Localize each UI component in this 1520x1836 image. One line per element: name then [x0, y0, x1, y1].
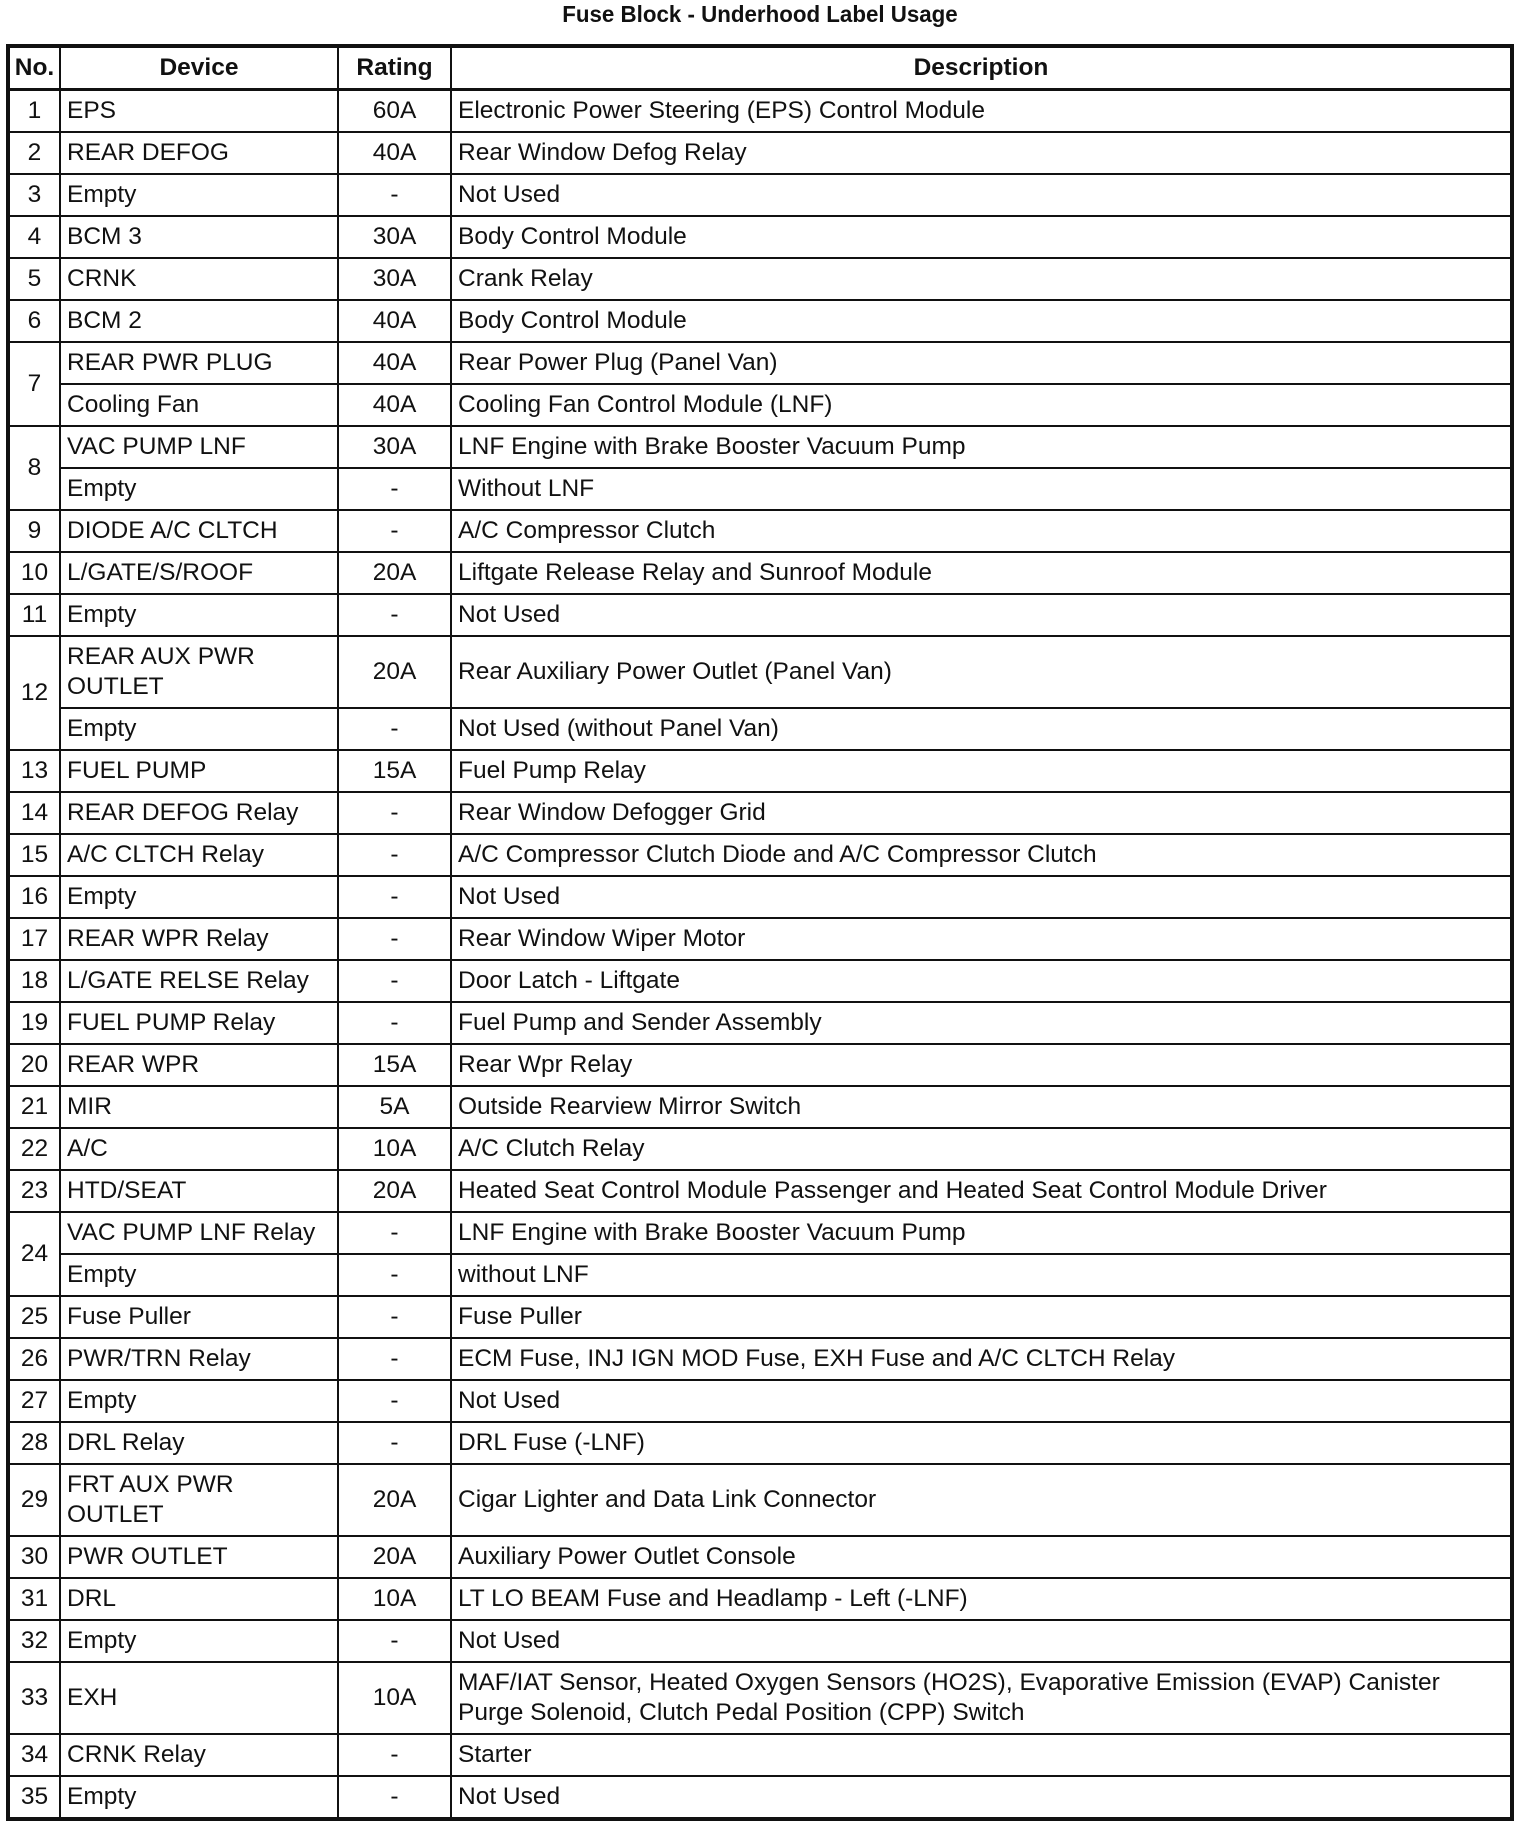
- fuse-rating: 15A: [338, 1044, 451, 1086]
- table-row: [8, 834, 1512, 876]
- fuse-description: Body Control Module: [451, 300, 1512, 342]
- fuse-description: A/C Compressor Clutch: [451, 510, 1512, 552]
- fuse-description: Electronic Power Steering (EPS) Control Module: [451, 90, 1512, 133]
- table-row: [8, 510, 1512, 552]
- fuse-description: Fuel Pump and Sender Assembly: [451, 1002, 1512, 1044]
- fuse-number: 32: [8, 1620, 60, 1662]
- fuse-number: 22: [8, 1128, 60, 1170]
- device-name: CRNK Relay: [60, 1734, 338, 1776]
- fuse-description: Not Used (without Panel Van): [451, 708, 1512, 750]
- page-title: Fuse Block - Underhood Label Usage: [562, 1, 958, 27]
- table-row: [8, 750, 1512, 792]
- device-name: Empty: [60, 1380, 338, 1422]
- fuse-description: Fuse Puller: [451, 1296, 1512, 1338]
- fuse-rating: 30A: [338, 216, 451, 258]
- table-row: [8, 258, 1512, 300]
- fuse-number: 24: [8, 1212, 60, 1296]
- fuse-rating: 40A: [338, 300, 451, 342]
- fuse-description: without LNF: [451, 1254, 1512, 1296]
- fuse-number: 7: [8, 342, 60, 426]
- fuse-description: Cigar Lighter and Data Link Connector: [451, 1464, 1512, 1536]
- table-header: [8, 46, 1512, 90]
- fuse-description: Rear Window Defogger Grid: [451, 792, 1512, 834]
- table-row: [8, 468, 1512, 510]
- fuse-description: Cooling Fan Control Module (LNF): [451, 384, 1512, 426]
- device-name: VAC PUMP LNF: [60, 426, 338, 468]
- fuse-description: Outside Rearview Mirror Switch: [451, 1086, 1512, 1128]
- fuse-number: 23: [8, 1170, 60, 1212]
- device-name: FRT AUX PWR OUTLET: [60, 1464, 338, 1536]
- table-row: [8, 792, 1512, 834]
- table-row: [8, 876, 1512, 918]
- table-row: [8, 1776, 1512, 1819]
- device-name: Empty: [60, 174, 338, 216]
- fuse-number: 15: [8, 834, 60, 876]
- fuse-rating: -: [338, 1776, 451, 1819]
- table-row: [8, 636, 1512, 708]
- fuse-description: LT LO BEAM Fuse and Headlamp - Left (-LNF): [451, 1578, 1512, 1620]
- fuse-number: 13: [8, 750, 60, 792]
- fuse-number: 10: [8, 552, 60, 594]
- device-name: FUEL PUMP: [60, 750, 338, 792]
- table-row: [8, 1170, 1512, 1212]
- fuse-rating: 40A: [338, 384, 451, 426]
- column-header-device: Device: [60, 46, 338, 90]
- device-name: BCM 2: [60, 300, 338, 342]
- fuse-description: Starter: [451, 1734, 1512, 1776]
- column-header-description: Description: [451, 46, 1512, 90]
- table-row: [8, 1212, 1512, 1254]
- fuse-rating: 40A: [338, 342, 451, 384]
- device-name: REAR WPR: [60, 1044, 338, 1086]
- device-name: REAR AUX PWR OUTLET: [60, 636, 338, 708]
- fuse-number: 12: [8, 636, 60, 750]
- column-header-no: No.: [8, 46, 60, 90]
- fuse-rating: -: [338, 1380, 451, 1422]
- device-name: Empty: [60, 708, 338, 750]
- fuse-number: 18: [8, 960, 60, 1002]
- table-row: [8, 132, 1512, 174]
- table-row: [8, 384, 1512, 426]
- device-name: DIODE A/C CLTCH: [60, 510, 338, 552]
- fuse-description: Body Control Module: [451, 216, 1512, 258]
- fuse-description: Not Used: [451, 1776, 1512, 1819]
- device-name: REAR DEFOG Relay: [60, 792, 338, 834]
- fuse-rating: -: [338, 510, 451, 552]
- device-name: A/C CLTCH Relay: [60, 834, 338, 876]
- table-row: [8, 1578, 1512, 1620]
- fuse-rating: -: [338, 1422, 451, 1464]
- device-name: PWR/TRN Relay: [60, 1338, 338, 1380]
- fuse-rating: 5A: [338, 1086, 451, 1128]
- table-row: [8, 342, 1512, 384]
- fuse-number: 6: [8, 300, 60, 342]
- fuse-number: 16: [8, 876, 60, 918]
- fuse-description: Not Used: [451, 1620, 1512, 1662]
- device-name: VAC PUMP LNF Relay: [60, 1212, 338, 1254]
- fuse-number: 5: [8, 258, 60, 300]
- fuse-rating: -: [338, 594, 451, 636]
- fuse-description: Rear Wpr Relay: [451, 1044, 1512, 1086]
- table-row: [8, 216, 1512, 258]
- device-name: FUEL PUMP Relay: [60, 1002, 338, 1044]
- table-row: [8, 1380, 1512, 1422]
- table-row: [8, 1620, 1512, 1662]
- fuse-rating: -: [338, 1254, 451, 1296]
- fuse-rating: -: [338, 1338, 451, 1380]
- fuse-rating: -: [338, 876, 451, 918]
- device-name: L/GATE/S/ROOF: [60, 552, 338, 594]
- device-name: CRNK: [60, 258, 338, 300]
- fuse-description: Crank Relay: [451, 258, 1512, 300]
- fuse-number: 20: [8, 1044, 60, 1086]
- fuse-description: Fuel Pump Relay: [451, 750, 1512, 792]
- fuse-rating: -: [338, 834, 451, 876]
- table-row: [8, 1086, 1512, 1128]
- device-name: REAR DEFOG: [60, 132, 338, 174]
- fuse-rating: 15A: [338, 750, 451, 792]
- fuse-description: A/C Clutch Relay: [451, 1128, 1512, 1170]
- device-name: DRL Relay: [60, 1422, 338, 1464]
- fuse-rating: -: [338, 174, 451, 216]
- fuse-rating: 20A: [338, 1464, 451, 1536]
- fuse-rating: 60A: [338, 90, 451, 133]
- fuse-number: 33: [8, 1662, 60, 1734]
- table-row: [8, 1662, 1512, 1734]
- device-name: REAR WPR Relay: [60, 918, 338, 960]
- table-row: [8, 1296, 1512, 1338]
- fuse-number: 9: [8, 510, 60, 552]
- fuse-number: 1: [8, 90, 60, 133]
- fuse-table: [6, 44, 1514, 1821]
- fuse-number: 19: [8, 1002, 60, 1044]
- table-row: [8, 1254, 1512, 1296]
- table-row: [8, 918, 1512, 960]
- fuse-number: 35: [8, 1776, 60, 1819]
- fuse-description: Rear Window Defog Relay: [451, 132, 1512, 174]
- fuse-number: 31: [8, 1578, 60, 1620]
- device-name: Cooling Fan: [60, 384, 338, 426]
- device-name: Empty: [60, 468, 338, 510]
- device-name: DRL: [60, 1578, 338, 1620]
- fuse-description: Rear Window Wiper Motor: [451, 918, 1512, 960]
- fuse-number: 28: [8, 1422, 60, 1464]
- fuse-description: Rear Auxiliary Power Outlet (Panel Van): [451, 636, 1512, 708]
- device-name: L/GATE RELSE Relay: [60, 960, 338, 1002]
- device-name: A/C: [60, 1128, 338, 1170]
- fuse-number: 27: [8, 1380, 60, 1422]
- fuse-number: 17: [8, 918, 60, 960]
- device-name: HTD/SEAT: [60, 1170, 338, 1212]
- fuse-description: Without LNF: [451, 468, 1512, 510]
- fuse-description: Heated Seat Control Module Passenger and Heated Seat Control Module Driver: [451, 1170, 1512, 1212]
- fuse-number: 30: [8, 1536, 60, 1578]
- fuse-rating: -: [338, 792, 451, 834]
- device-name: EPS: [60, 90, 338, 133]
- fuse-rating: -: [338, 960, 451, 1002]
- device-name: Empty: [60, 1776, 338, 1819]
- fuse-rating: -: [338, 708, 451, 750]
- table-body: [8, 90, 1512, 1820]
- fuse-number: 26: [8, 1338, 60, 1380]
- fuse-description: Not Used: [451, 174, 1512, 216]
- table-row: [8, 426, 1512, 468]
- fuse-number: 11: [8, 594, 60, 636]
- fuse-description: Not Used: [451, 1380, 1512, 1422]
- fuse-number: 3: [8, 174, 60, 216]
- fuse-number: 2: [8, 132, 60, 174]
- device-name: Fuse Puller: [60, 1296, 338, 1338]
- table-row: [8, 960, 1512, 1002]
- fuse-number: 34: [8, 1734, 60, 1776]
- fuse-rating: 20A: [338, 552, 451, 594]
- fuse-description: Not Used: [451, 876, 1512, 918]
- table-row: [8, 708, 1512, 750]
- fuse-rating: -: [338, 1734, 451, 1776]
- fuse-rating: -: [338, 1212, 451, 1254]
- fuse-rating: -: [338, 1002, 451, 1044]
- device-name: BCM 3: [60, 216, 338, 258]
- fuse-description: MAF/IAT Sensor, Heated Oxygen Sensors (HO2S), Evaporative Emission (EVAP) Canister Purge Solenoid, Clutch Pedal Position (CPP) Switch: [451, 1662, 1512, 1734]
- table-row: [8, 1044, 1512, 1086]
- fuse-number: 21: [8, 1086, 60, 1128]
- fuse-rating: 30A: [338, 426, 451, 468]
- fuse-description: Auxiliary Power Outlet Console: [451, 1536, 1512, 1578]
- fuse-rating: -: [338, 468, 451, 510]
- fuse-number: 8: [8, 426, 60, 510]
- fuse-rating: 20A: [338, 1536, 451, 1578]
- table-row: [8, 174, 1512, 216]
- fuse-rating: 20A: [338, 1170, 451, 1212]
- device-name: Empty: [60, 876, 338, 918]
- device-name: EXH: [60, 1662, 338, 1734]
- device-name: Empty: [60, 594, 338, 636]
- fuse-description: Rear Power Plug (Panel Van): [451, 342, 1512, 384]
- column-header-rating: Rating: [338, 46, 451, 90]
- device-name: REAR PWR PLUG: [60, 342, 338, 384]
- fuse-description: ECM Fuse, INJ IGN MOD Fuse, EXH Fuse and A/C CLTCH Relay: [451, 1338, 1512, 1380]
- table-row: [8, 1422, 1512, 1464]
- table-row: [8, 552, 1512, 594]
- fuse-rating: -: [338, 1296, 451, 1338]
- fuse-number: 14: [8, 792, 60, 834]
- fuse-description: LNF Engine with Brake Booster Vacuum Pump: [451, 426, 1512, 468]
- table-row: [8, 1338, 1512, 1380]
- fuse-description: A/C Compressor Clutch Diode and A/C Compressor Clutch: [451, 834, 1512, 876]
- fuse-description: Door Latch - Liftgate: [451, 960, 1512, 1002]
- table-row: [8, 1734, 1512, 1776]
- table-row: [8, 90, 1512, 133]
- fuse-rating: 20A: [338, 636, 451, 708]
- fuse-rating: -: [338, 1620, 451, 1662]
- fuse-rating: -: [338, 918, 451, 960]
- device-name: Empty: [60, 1620, 338, 1662]
- table-row: [8, 1536, 1512, 1578]
- device-name: Empty: [60, 1254, 338, 1296]
- fuse-number: 25: [8, 1296, 60, 1338]
- table-row: [8, 1002, 1512, 1044]
- fuse-rating: 10A: [338, 1128, 451, 1170]
- table-row: [8, 1128, 1512, 1170]
- table-row: [8, 1464, 1512, 1536]
- device-name: PWR OUTLET: [60, 1536, 338, 1578]
- fuse-description: LNF Engine with Brake Booster Vacuum Pump: [451, 1212, 1512, 1254]
- fuse-rating: 40A: [338, 132, 451, 174]
- fuse-number: 4: [8, 216, 60, 258]
- fuse-description: Liftgate Release Relay and Sunroof Module: [451, 552, 1512, 594]
- fuse-rating: 10A: [338, 1578, 451, 1620]
- table-row: [8, 300, 1512, 342]
- fuse-description: Not Used: [451, 594, 1512, 636]
- device-name: MIR: [60, 1086, 338, 1128]
- table-row: [8, 594, 1512, 636]
- fuse-number: 29: [8, 1464, 60, 1536]
- fuse-rating: 30A: [338, 258, 451, 300]
- fuse-rating: 10A: [338, 1662, 451, 1734]
- fuse-description: DRL Fuse (-LNF): [451, 1422, 1512, 1464]
